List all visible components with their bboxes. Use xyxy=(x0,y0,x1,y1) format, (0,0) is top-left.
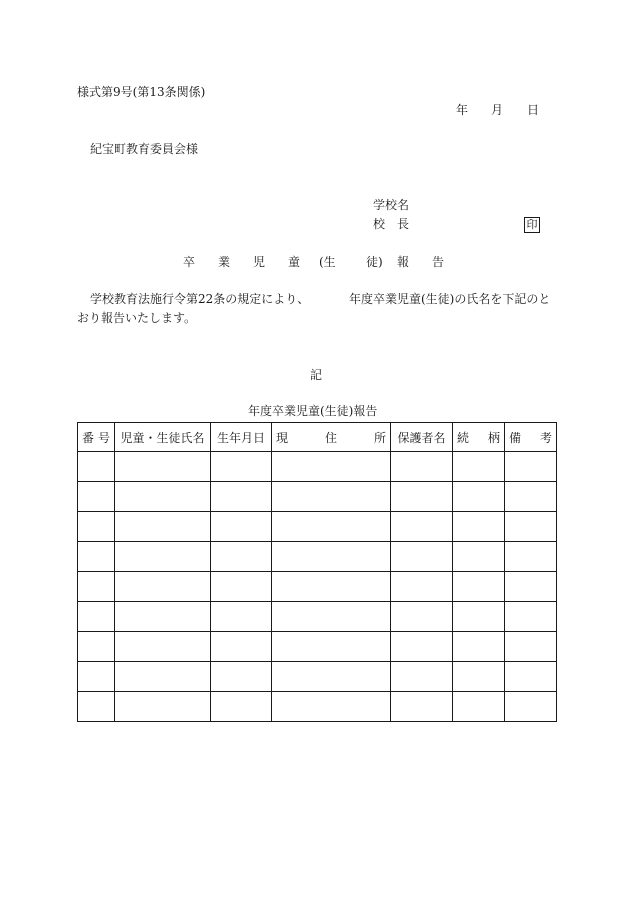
cell-date-of-birth[interactable] xyxy=(211,602,272,632)
cell-guardian-name[interactable] xyxy=(391,632,453,662)
table-title: 年度卒業児童(生徒)報告 xyxy=(248,404,378,418)
table-row xyxy=(78,542,557,572)
cell-address[interactable] xyxy=(272,512,391,542)
cell-guardian-name[interactable] xyxy=(391,692,453,722)
body-text-line1-end: 年度卒業児童(生徒)の氏名を下記のと xyxy=(349,292,551,306)
cell-student-name[interactable] xyxy=(115,542,211,572)
cell-guardian-name[interactable] xyxy=(391,482,453,512)
cell-date-of-birth[interactable] xyxy=(211,632,272,662)
cell-notes[interactable] xyxy=(505,542,557,572)
cell-number[interactable] xyxy=(78,692,115,722)
table-row xyxy=(78,632,557,662)
cell-number[interactable] xyxy=(78,572,115,602)
table-row xyxy=(78,602,557,632)
cell-notes[interactable] xyxy=(505,602,557,632)
cell-relation[interactable] xyxy=(453,512,505,542)
cell-address[interactable] xyxy=(272,692,391,722)
table-row xyxy=(78,662,557,692)
cell-notes[interactable] xyxy=(505,452,557,482)
header-number: 番 号 xyxy=(78,423,115,452)
title-char: (生 xyxy=(319,255,336,269)
date-year-label: 年 xyxy=(456,103,469,117)
title-char: 童 xyxy=(288,255,301,269)
cell-number[interactable] xyxy=(78,632,115,662)
cell-notes[interactable] xyxy=(505,632,557,662)
cell-number[interactable] xyxy=(78,662,115,692)
cell-relation[interactable] xyxy=(453,662,505,692)
table-row xyxy=(78,452,557,482)
header-guardian-name: 保護者名 xyxy=(391,423,453,452)
header-notes: 備 考 xyxy=(505,423,557,452)
ki-heading: 記 xyxy=(310,368,323,382)
cell-number[interactable] xyxy=(78,602,115,632)
report-table xyxy=(77,422,557,722)
cell-date-of-birth[interactable] xyxy=(211,512,272,542)
title-char: 報 xyxy=(397,255,410,269)
cell-date-of-birth[interactable] xyxy=(211,662,272,692)
cell-student-name[interactable] xyxy=(115,662,211,692)
cell-date-of-birth[interactable] xyxy=(211,572,272,602)
cell-notes[interactable] xyxy=(505,482,557,512)
title-char: 告 xyxy=(432,255,445,269)
table-row xyxy=(78,482,557,512)
header-student-name: 児童・生徒氏名 xyxy=(115,423,211,452)
cell-guardian-name[interactable] xyxy=(391,512,453,542)
cell-address[interactable] xyxy=(272,662,391,692)
cell-address[interactable] xyxy=(272,602,391,632)
cell-number[interactable] xyxy=(78,542,115,572)
cell-student-name[interactable] xyxy=(115,512,211,542)
cell-date-of-birth[interactable] xyxy=(211,452,272,482)
table-row xyxy=(78,692,557,722)
cell-student-name[interactable] xyxy=(115,452,211,482)
cell-notes[interactable] xyxy=(505,572,557,602)
cell-date-of-birth[interactable] xyxy=(211,542,272,572)
cell-relation[interactable] xyxy=(453,542,505,572)
cell-guardian-name[interactable] xyxy=(391,542,453,572)
body-text-line2: おり報告いたします。 xyxy=(77,311,197,325)
cell-number[interactable] xyxy=(78,512,115,542)
cell-student-name[interactable] xyxy=(115,602,211,632)
cell-notes[interactable] xyxy=(505,662,557,692)
cell-address[interactable] xyxy=(272,482,391,512)
table-header-row xyxy=(78,423,557,452)
cell-relation[interactable] xyxy=(453,572,505,602)
cell-guardian-name[interactable] xyxy=(391,452,453,482)
cell-date-of-birth[interactable] xyxy=(211,692,272,722)
cell-notes[interactable] xyxy=(505,512,557,542)
cell-student-name[interactable] xyxy=(115,632,211,662)
school-name-label: 学校名 xyxy=(373,198,410,212)
header-date-of-birth: 生年月日 xyxy=(211,423,272,452)
cell-address[interactable] xyxy=(272,542,391,572)
cell-student-name[interactable] xyxy=(115,572,211,602)
header-relation: 続 柄 xyxy=(453,423,505,452)
principal-label: 校 長 xyxy=(373,217,410,231)
cell-relation[interactable] xyxy=(453,452,505,482)
cell-student-name[interactable] xyxy=(115,482,211,512)
cell-relation[interactable] xyxy=(453,632,505,662)
cell-number[interactable] xyxy=(78,452,115,482)
addressee: 紀宝町教育委員会様 xyxy=(90,142,199,156)
cell-date-of-birth[interactable] xyxy=(211,482,272,512)
seal-mark: 印 xyxy=(524,217,540,233)
table-row xyxy=(78,572,557,602)
form-number: 様式第9号(第13条関係) xyxy=(77,85,206,99)
cell-address[interactable] xyxy=(272,572,391,602)
table-row xyxy=(78,512,557,542)
cell-address[interactable] xyxy=(272,632,391,662)
cell-guardian-name[interactable] xyxy=(391,602,453,632)
title-char: 業 xyxy=(218,255,231,269)
cell-guardian-name[interactable] xyxy=(391,662,453,692)
title-char: 児 xyxy=(253,255,266,269)
cell-relation[interactable] xyxy=(453,482,505,512)
title-char: 徒) xyxy=(366,255,383,269)
date-month-label: 月 xyxy=(491,103,504,117)
title-char: 卒 xyxy=(183,255,196,269)
cell-student-name[interactable] xyxy=(115,692,211,722)
cell-relation[interactable] xyxy=(453,692,505,722)
body-text-line1-start: 学校教育法施行令第22条の規定により、 xyxy=(90,292,310,306)
cell-relation[interactable] xyxy=(453,602,505,632)
cell-number[interactable] xyxy=(78,482,115,512)
cell-address[interactable] xyxy=(272,452,391,482)
header-address: 現 住 所 xyxy=(272,423,391,452)
cell-notes[interactable] xyxy=(505,692,557,722)
cell-guardian-name[interactable] xyxy=(391,572,453,602)
date-day-label: 日 xyxy=(527,103,540,117)
